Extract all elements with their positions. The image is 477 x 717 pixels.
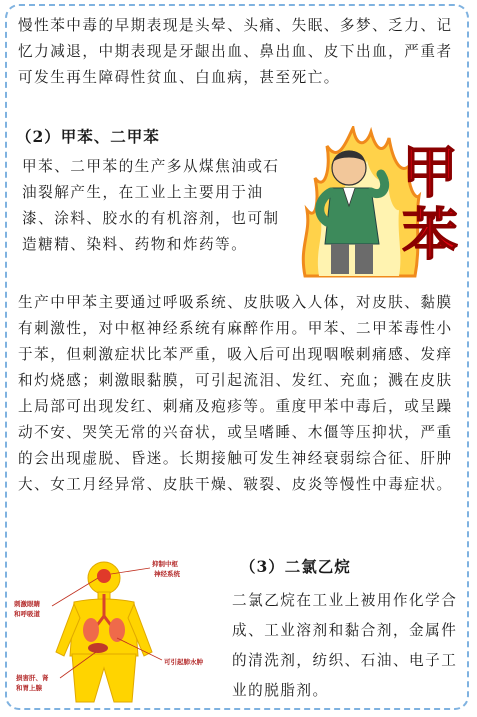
label-eyes-line2: 和呼吸道 [14,610,40,618]
label-liver-line2: 和胃上腺 [16,684,42,692]
label-cns-line2: 神经系统 [154,570,180,578]
label-pulmonary-edema: 可引起肺水肿 [164,658,203,666]
brain-marker [97,569,111,583]
intro-paragraph: 慢性苯中毒的早期表现是头晕、头痛、失眠、多梦、乏力、记忆力减退，中期表现是牙龈出血、鼻出血、皮下出血，严重者可发生再生障碍性贫血、白血病，甚至死亡。 [18,17,453,86]
lung-left-marker [83,618,99,642]
toluene-effects-paragraph: 生产中甲苯主要通过呼吸系统、皮肤吸入人体，对皮肤、黏膜有刺激性，对中枢神经系统有麻醉作用。甲苯、二甲苯毒性小于苯，但刺激症状比苯严重，吸入后可出现咽喉刺痛感、发痒和灼烧感；刺激眼黏膜，可引起流泪、发红、充血；溅在皮肤上局部可出现发红、刺痛及疱疹等。重度甲苯中毒后，或呈躁动不安、哭笑无常的兴奋状，或呈嗜睡、木僵等压抑状，严重的会出现虚脱、昏迷。长期接触可发生神经衰弱综合征、肝肿大、女工月经异常、皮肤干燥、皲裂、皮炎等慢性中毒症状。 [18,294,453,493]
liver-marker [88,643,108,653]
label-eyes-line1: 刺激眼睛 [14,600,40,608]
body-organ-diagram [12,556,224,704]
toluene-burning-man-illustration [297,126,467,284]
illustration-title-char-1: 甲 [402,141,458,206]
toluene-sources-paragraph: 甲苯、二甲苯的生产多从煤焦油或石油裂解产生，在工业上主要用于油漆、涂料、胶水的有机溶剂，也可制造糖精、染料、药物和炸药等。 [22,158,280,253]
section-heading-dichloroethane: （3）二氯乙烷 [240,557,351,576]
label-liver-line1: 损害肝、肾 [16,674,49,682]
dichloroethane-uses-paragraph: 二氯乙烷在工业上被用作化学合成、工业溶剂和黏合剂，金属件的清洗剂，纺织、石油、电子工业的脱脂剂。 [232,592,458,699]
illustration-title-char-2: 苯 [402,203,458,268]
label-cns-line1: 抑制中枢 [152,560,178,568]
section-heading-toluene: （2）甲苯、二甲苯 [16,127,160,146]
